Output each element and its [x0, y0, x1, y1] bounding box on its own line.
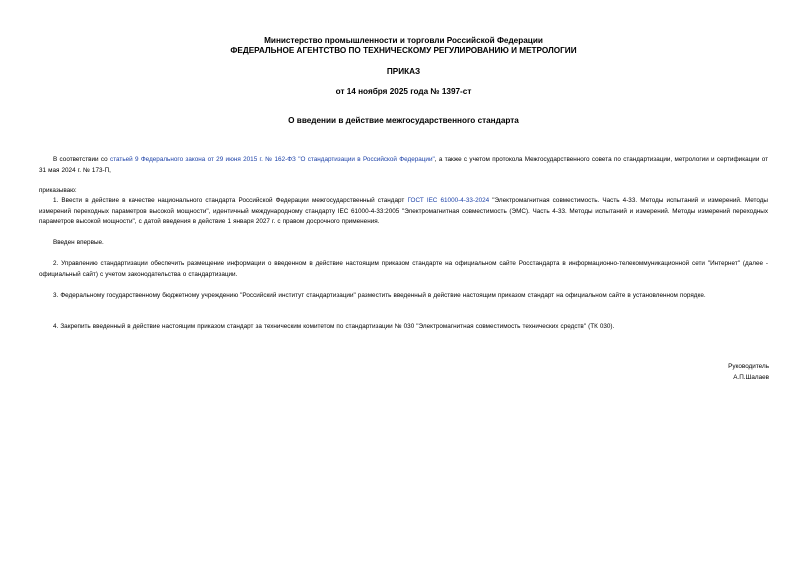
order-item-1 [39, 196, 768, 228]
preamble-text-start: В соответствии со [53, 156, 111, 163]
preamble-paragraph [39, 155, 768, 176]
document-type-heading: ПРИКАЗ [386, 67, 421, 76]
preamble-text-end: , а также с учетом протокола Межгосударственного совета по стандартизации, метрологии и сертификации от 31 мая 2024 г. № 173-П, [39, 156, 768, 174]
signatory-title: Руководитель [728, 363, 769, 370]
order-item-2: 2. Управлению стандартизации обеспечить размещение информации о введенном в действие настоящим приказом стандарте на официальном сайте Росстандарта в информационно-телекоммуникационной сети "Интернет" (далее - официальный сайт) с учетом законодательства о стандартизации. [39, 260, 768, 278]
gost-standard-link[interactable]: ГОСТ IEC 61000-4-33-2024 [407, 197, 490, 204]
order-item-3: 3. Федеральному государственному бюджетному учреждению "Российский институт стандартизации" разместить введенный в действие настоящим приказом стандарт на официальном сайте в установленном порядке. [53, 292, 706, 299]
item1-text-end: "Электромагнитная совместимость. Часть 4-33. Методы испытаний и измерений. Методы измерений переходных параметров высокой мощности", идентичный международному стандарту IEC 61000-4-33:2005 "Электромагнитная совместимость (ЭМС). Часть 4-33. Методы испытаний и измерений. Методы измерений переходных параметров высокой мощности", с датой введения в действие 1 января 2027 г. с правом досрочного применения. [39, 197, 768, 226]
document-subject-title: О введении в действие межгосударственного стандарта [288, 116, 519, 125]
introduced-first-note: Введен впервые. [53, 239, 104, 246]
document-date-number: от 14 ноября 2025 года № 1397-ст [335, 87, 472, 96]
agency-heading: ФЕДЕРАЛЬНОЕ АГЕНТСТВО ПО ТЕХНИЧЕСКОМУ РЕГУЛИРОВАНИЮ И МЕТРОЛОГИИ [230, 46, 577, 55]
order-item-4: 4. Закрепить введенный в действие настоящим приказом стандарт за техническим комитетом по стандартизации № 030 "Электромагнитная совместимость технических средств" (ТК 030). [53, 323, 615, 330]
federal-law-link[interactable]: статьей 9 Федерального закона от 29 июня 2015 г. № 162-ФЗ "О стандартизации в Российской Федерации" [110, 156, 435, 163]
signatory-name: А.П.Шалаев [733, 374, 769, 381]
ministry-heading: Министерство промышленности и торговли Российской Федерации [264, 36, 543, 45]
item1-text-start: 1. Ввести в действие в качестве национального стандарта Российской Федерации межгосударственный стандарт [53, 197, 408, 204]
orders-word: приказываю: [39, 187, 77, 194]
